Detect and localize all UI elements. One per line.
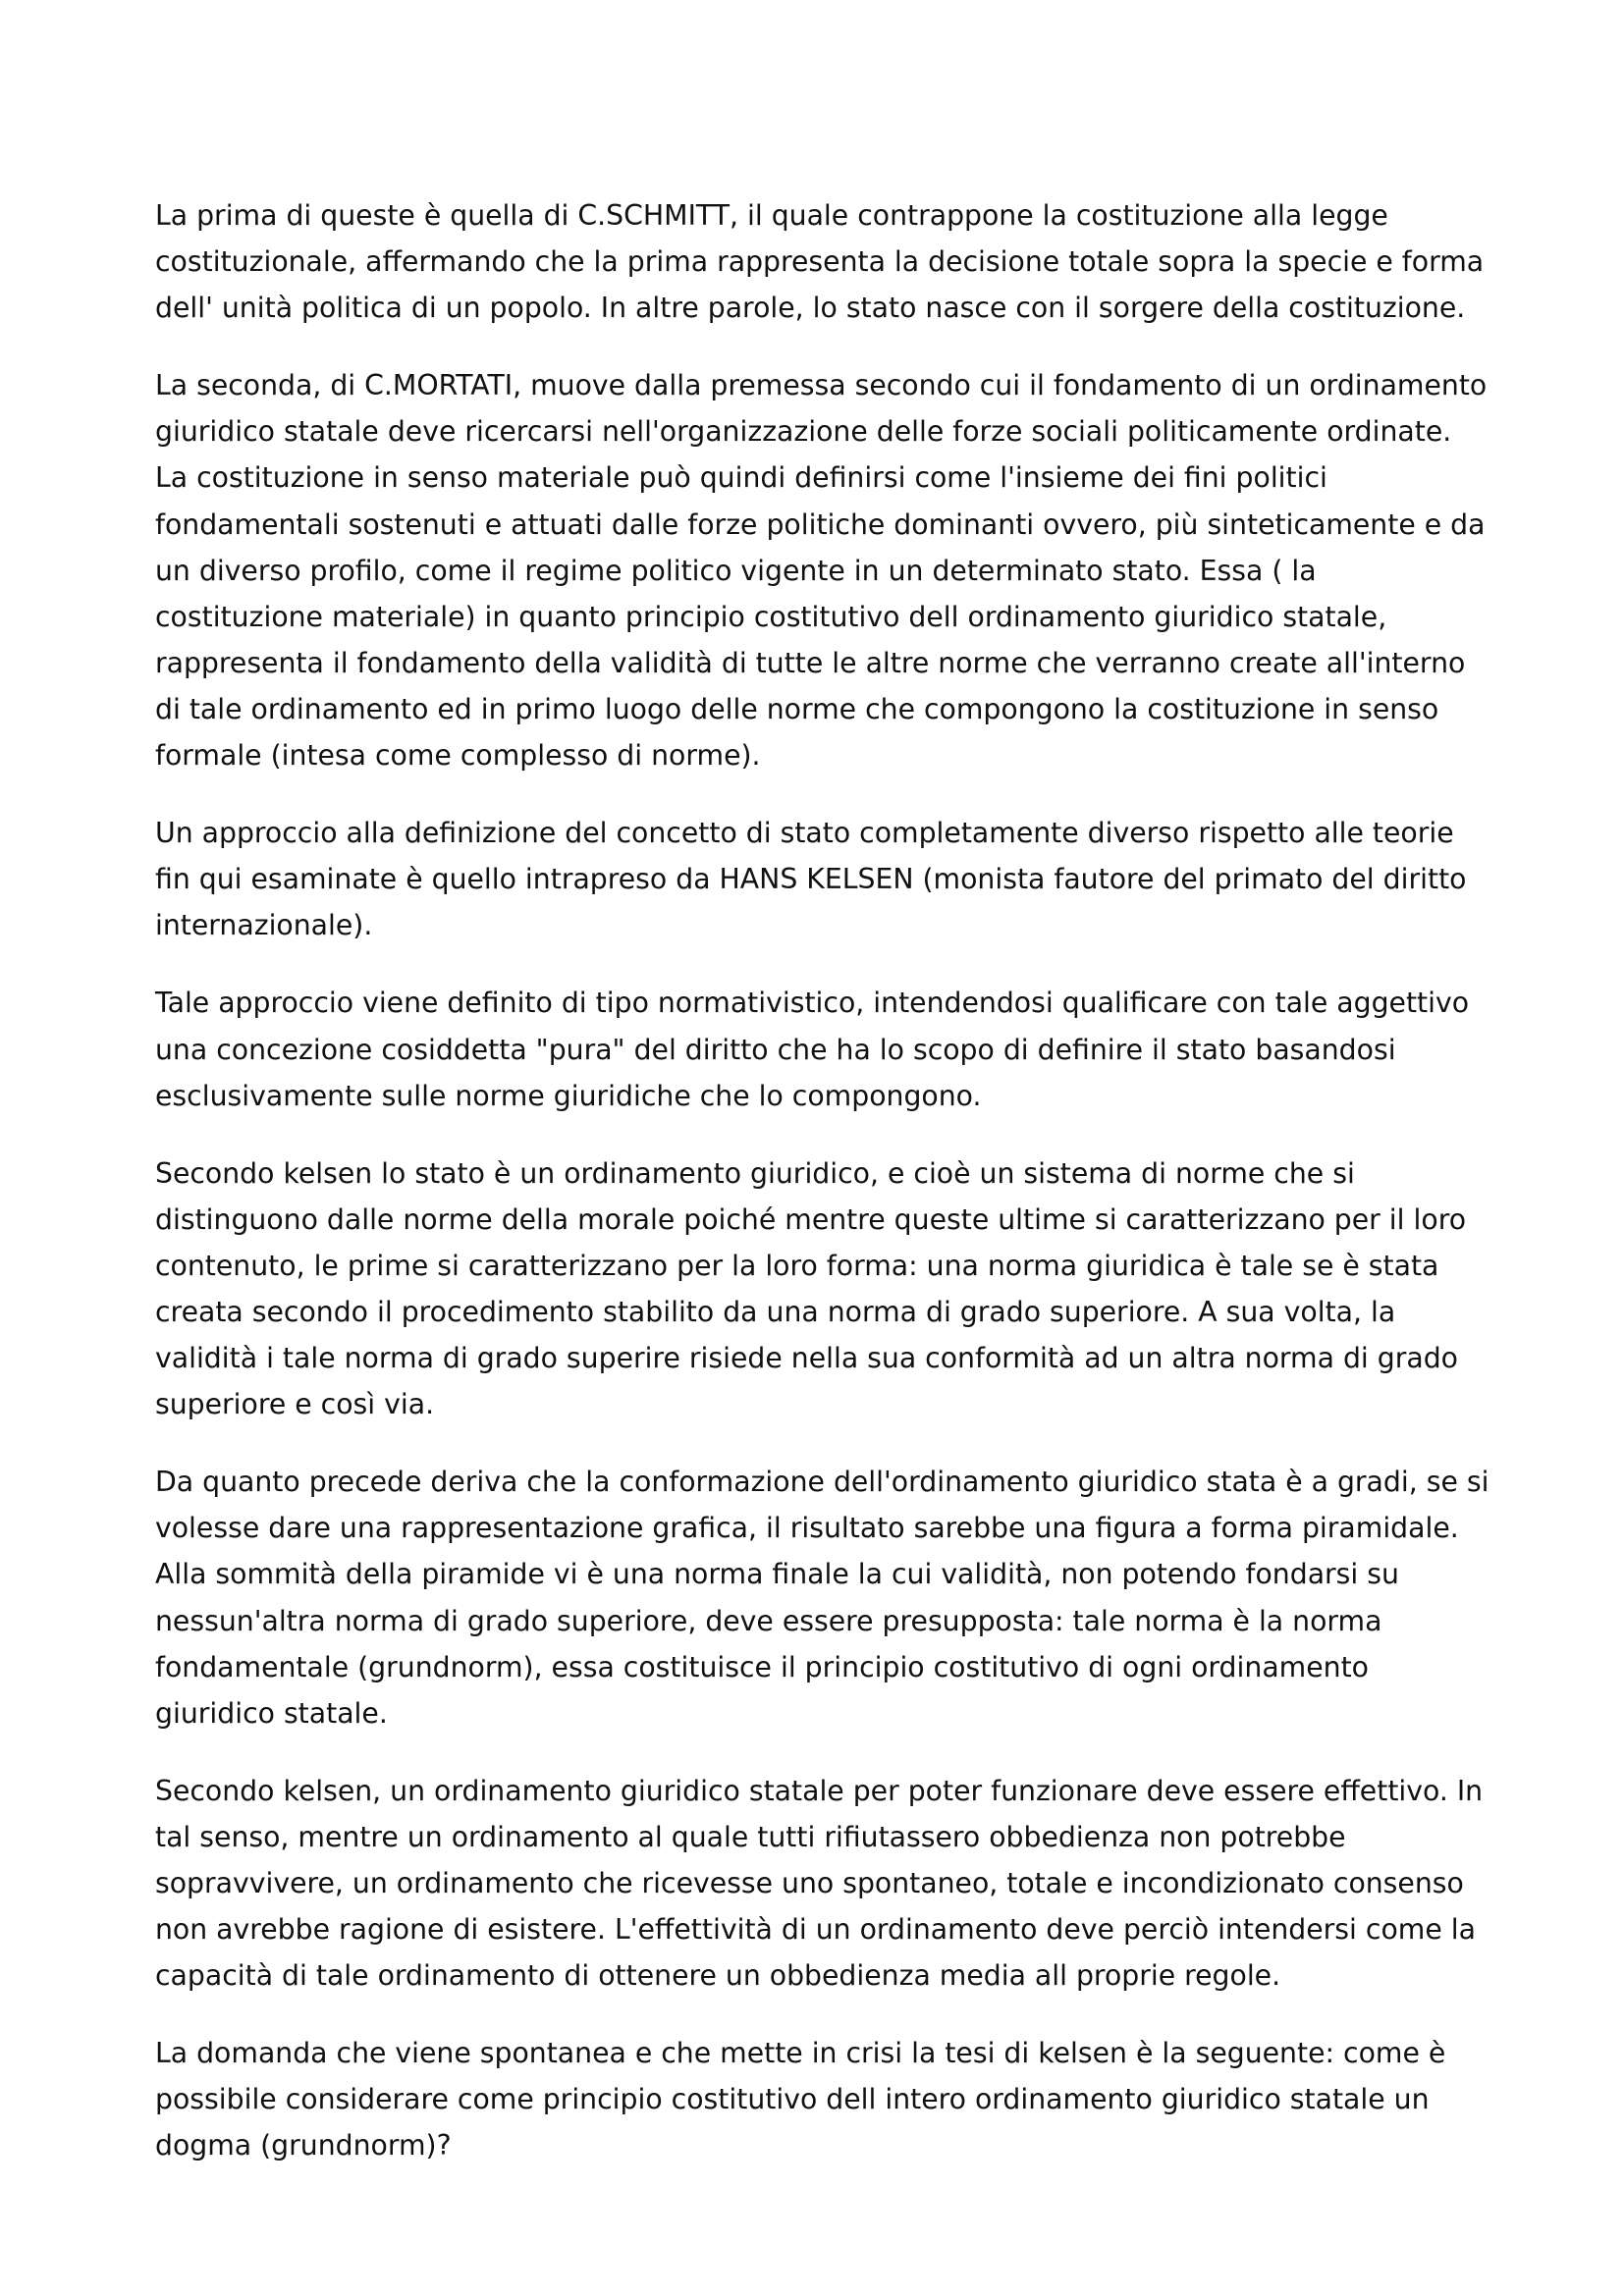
- paragraph-normativism: Tale approccio viene definito di tipo normativistico, intendendosi qualificare con tale aggettivo una concezione cosiddetta "pura" del diritto che ha lo scopo di definire il stato basandosi esclusivamente sulle norme giuridiche che lo compongono.: [155, 987, 1470, 1112]
- document-body: [155, 192, 1492, 2201]
- paragraph-question: La domanda che viene spontanea e che mette in crisi la tesi di kelsen è la seguente: come è possibile considerare come principio costitutivo dell intero ordinamento giuridico statale un dogma (grundnorm)?: [155, 2037, 1446, 2163]
- paragraph-kelsen-approach: Un approccio alla definizione del concetto di stato completamente diverso rispetto alle teorie fin qui esaminate è quello intrapreso da HANS KELSEN (monista fautore del primato del diritto internazionale).: [155, 817, 1467, 942]
- paragraph-mortati: La seconda, di C.MORTATI, muove dalla premessa secondo cui il fondamento di un ordinamento giuridico statale deve ricercarsi nell'organizzazione delle forze sociali politicamente ordinate. La costituzione in senso materiale può quindi definirsi come l'insieme dei fini politici fondamentali sostenuti e attuati dalle forze politiche dominanti ovvero, più sinteticamente e da un diverso profilo, come il regime politico vigente in un determinato stato. Essa ( la costituzione materiale) in quanto principio costitutivo dell ordinamento giuridico statale, rappresenta il fondamento della validità di tutte le altre norme che verranno create all'interno di tale ordinamento ed in primo luogo delle norme che compongono la costituzione in senso formale (intesa come complesso di norme).: [155, 369, 1488, 773]
- paragraph-pyramid: Da quanto precede deriva che la conformazione dell'ordinamento giuridico stata è a gradi, se si volesse dare una rappresentazione grafica, il risultato sarebbe una figura a forma piramidale. Alla sommità della piramide vi è una norma finale la cui validità, non potendo fondarsi su nessun'altra norma di grado superiore, deve essere presupposta: tale norma è la norma fondamentale (grundnorm), essa costituisce il principio costitutivo di ogni ordinamento giuridico statale.: [155, 1466, 1489, 1730]
- paragraph-schmitt: La prima di queste è quella di C.SCHMITT, il quale contrappone la costituzione alla legge costituzionale, affermando che la prima rappresenta la decisione totale sopra la specie e forma dell' unità politica di un popolo. In altre parole, lo stato nasce con il sorgere della costituzione.: [155, 199, 1485, 325]
- paragraph-effectiveness: Secondo kelsen, un ordinamento giuridico statale per poter funzionare deve essere effettivo. In tal senso, mentre un ordinamento al quale tutti rifiutassero obbedienza non potrebbe sopravvivere, un ordinamento che ricevesse uno spontaneo, totale e incondizionato consenso non avrebbe ragione di esistere. L'effettività di un ordinamento deve perciò intendersi come la capacità di tale ordinamento di ottenere un obbedienza media all proprie regole.: [155, 1774, 1484, 1993]
- paragraph-legal-order: Secondo kelsen lo stato è un ordinamento giuridico, e cioè un sistema di norme che si distinguono dalle norme della morale poiché mentre queste ultime si caratterizzano per il loro contenuto, le prime si caratterizzano per la loro forma: una norma giuridica è tale se è stata creata secondo il procedimento stabilito da una norma di grado superiore. A sua volta, la validità i tale norma di grado superire risiede nella sua conformità ad un altra norma di grado superiore e così via.: [155, 1156, 1467, 1421]
